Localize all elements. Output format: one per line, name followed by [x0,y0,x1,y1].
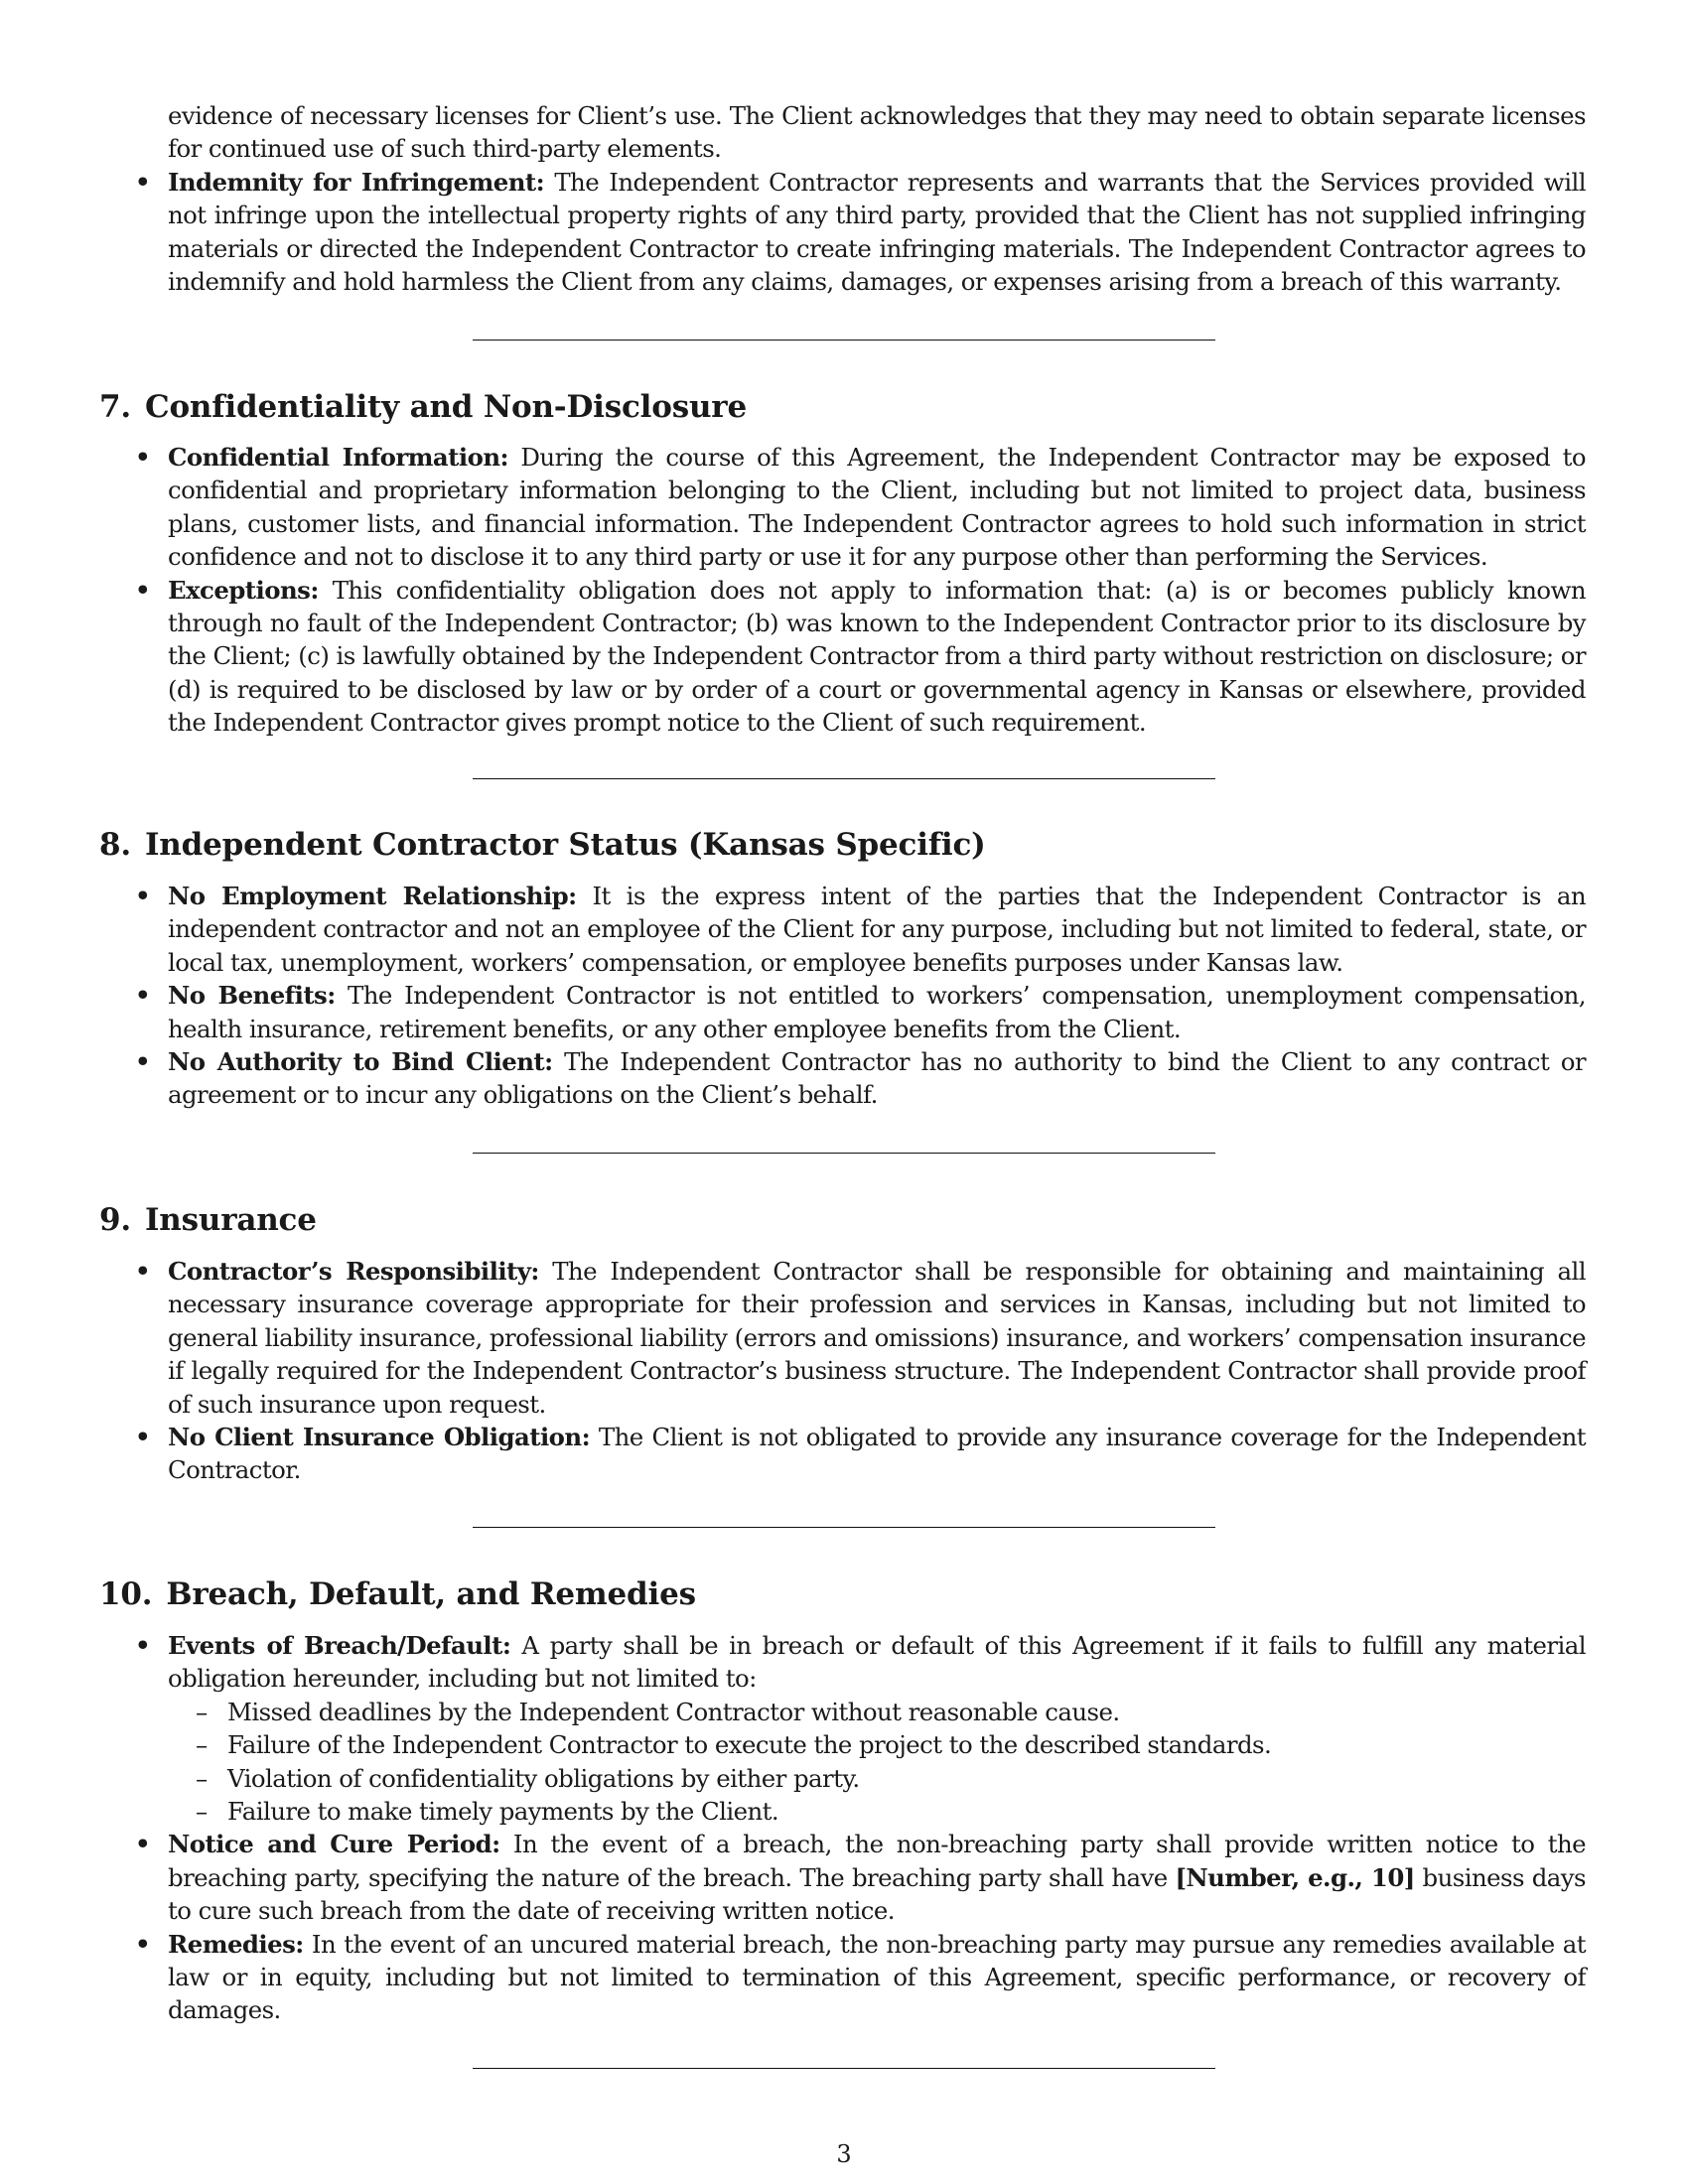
sub-item-text: Violation of confidentiality obligations by either party. [227,1763,860,1793]
continuation-text: evidence of necessary licenses for Client’s use. The Client acknowledges that they may need to obtain separate licenses for continued use of such third-party elements. [168,101,1586,164]
item-term: Confidential Information: [168,443,508,472]
bullet-icon: • [135,1929,151,1959]
list-item [99,880,1586,979]
item-term: No Employment Relationship: [168,882,577,910]
bullet-icon: • [135,443,151,472]
section-9-list [99,1255,1586,1487]
section-number: 8. [99,827,131,863]
sub-list-item [168,1696,1586,1728]
bullet-icon: • [135,1047,151,1077]
item-text: This confidentiality obligation does not apply to information that: (a) is or becomes publicly known through no fault of the Independent Contractor; (b) was known to the Independent Contractor prior to its disclosure by the Client; (c) is lawfully obtained by the Independent Contractor from a third party without restriction on disclosure; or (d) is required to be disclosed by law or by order of a court or governmental agency in Kansas or elsewhere, provided the Independent Contractor gives prompt notice to the Client of such requirement. [168,575,1587,738]
section-title: Breach, Default, and Remedies [166,1576,696,1612]
sub-item-text: Missed deadlines by the Independent Contractor without reasonable cause. [227,1697,1120,1726]
item-term: Remedies: [168,1929,304,1959]
placeholder-field: [Number, e.g., 10] [1175,1862,1415,1892]
section-divider [473,340,1215,341]
section-heading-10 [99,1574,696,1614]
list-item [99,166,1586,299]
sub-item-text: Failure to make timely payments by the Client. [227,1797,779,1827]
bullet-icon: • [135,981,151,1011]
bullet-icon: • [135,882,151,910]
bullet-icon: • [135,1423,151,1452]
list-item [99,979,1586,1045]
bullet-icon: • [135,1830,151,1859]
dash-icon: – [196,1730,208,1760]
section-10-list [99,1629,1586,2027]
list-item [99,441,1586,574]
section-title: Confidentiality and Non-Disclosure [144,389,747,425]
section-8-list [99,880,1586,1112]
item-term: Notice and Cure Period: [168,1830,500,1859]
item-text: In the event of an uncured material breach, the non-breaching party may pursue any remedies available at law or in equity, including but not limited to termination of this Agreement, specific performance, or recovery of damages. [168,1929,1586,2025]
bullet-icon: • [135,1631,151,1660]
section-heading-8 [99,825,986,865]
item-term: Indemnity for Infringement: [168,168,545,197]
bullet-icon: • [135,1257,151,1286]
list-item [99,574,1586,740]
sub-list-item [168,1762,1586,1795]
section-divider [473,778,1215,779]
dash-icon: – [196,1797,208,1827]
item-text: It is the express intent of the parties that the Independent Contractor is an independent contractor and not an employee of the Client for any purpose, including but not limited to federal, state, or local tax, unemployment, workers’ compensation, or employee benefits purposes under Kansas law. [168,882,1586,977]
page-number: 3 [836,2140,852,2168]
item-text: A party shall be in breach or default of this Agreement if it fails to fulfill any material obligation hereunder, including but not limited to: [168,1631,1586,1694]
item-text: The Independent Contractor shall be responsible for obtaining and maintaining all necessary insurance coverage appropriate for their profession and services in Kansas, including but not limited to general liability insurance, professional liability (errors and omissions) insurance, and workers’ compensation insurance if legally required for the Independent Contractor’s business structure. The Independent Contractor shall provide proof of such insurance upon request. [168,1257,1586,1419]
dash-icon: – [196,1697,208,1726]
section-divider [473,1153,1215,1154]
section-divider [473,2068,1215,2069]
section-number: 7. [99,389,131,425]
sub-list-item [168,1795,1586,1828]
item-text: In the event of a breach, the non-breaching party shall provide written notice to the breaching party, specifying the nature of the breach. The breaching party shall have [168,1830,1586,1892]
section-title: Independent Contractor Status (Kansas Specific) [144,827,986,863]
section-number: 10. [99,1576,153,1612]
section-divider [473,1527,1215,1528]
list-item [99,1928,1586,2027]
section-title: Insurance [144,1202,317,1238]
item-term: Events of Breach/Default: [168,1631,511,1660]
ip-list [99,166,1586,299]
item-text: The Independent Contractor has no authority to bind the Client to any contract or agreement or to incur any obligations on the Client’s behalf. [168,1047,1586,1110]
bullet-icon: • [135,575,151,605]
list-item [99,1255,1586,1421]
list-item [99,1629,1586,1828]
section-number: 9. [99,1202,131,1238]
item-term: No Benefits: [168,981,336,1011]
section-heading-7 [99,387,747,427]
list-item [99,1421,1586,1487]
item-term: No Authority to Bind Client: [168,1047,553,1077]
item-text: The Independent Contractor is not entitled to workers’ compensation, unemployment compensation, health insurance, retirement benefits, or any other employee benefits from the Client. [168,981,1586,1043]
item-term: No Client Insurance Obligation: [168,1423,591,1452]
list-item [99,1045,1586,1112]
item-text: During the course of this Agreement, the Independent Contractor may be exposed to confidential and proprietary information belonging to the Client, including but not limited to project data, business plans, customer lists, and financial information. The Independent Contractor agrees to hold such information in strict confidence and not to disclose it to any third party or use it for any purpose other than performing the Services. [168,443,1586,572]
dash-icon: – [196,1763,208,1793]
sub-item-text: Failure of the Independent Contractor to execute the project to the described standards. [227,1730,1272,1760]
item-text: The Independent Contractor represents and warrants that the Services provided will not infringe upon the intellectual property rights of any third party, provided that the Client has not supplied infringing materials or directed the Independent Contractor to create infringing materials. The Independent Contractor agrees to indemnify and hold harmless the Client from any claims, damages, or expenses arising from a breach of this warranty. [168,168,1586,297]
item-term: Exceptions: [168,575,319,605]
continuation-paragraph [168,99,1586,166]
breach-events-list [168,1696,1586,1829]
item-term: Contractor’s Responsibility: [168,1257,539,1286]
section-7-list [99,441,1586,740]
list-item [99,1828,1586,1927]
bullet-icon: • [135,168,151,197]
section-heading-9 [99,1200,317,1240]
item-text: business days to cure such breach from the date of receiving written notice. [168,1862,1586,1926]
sub-list-item [168,1728,1586,1761]
item-text: The Client is not obligated to provide any insurance coverage for the Independent Contractor. [168,1423,1586,1485]
